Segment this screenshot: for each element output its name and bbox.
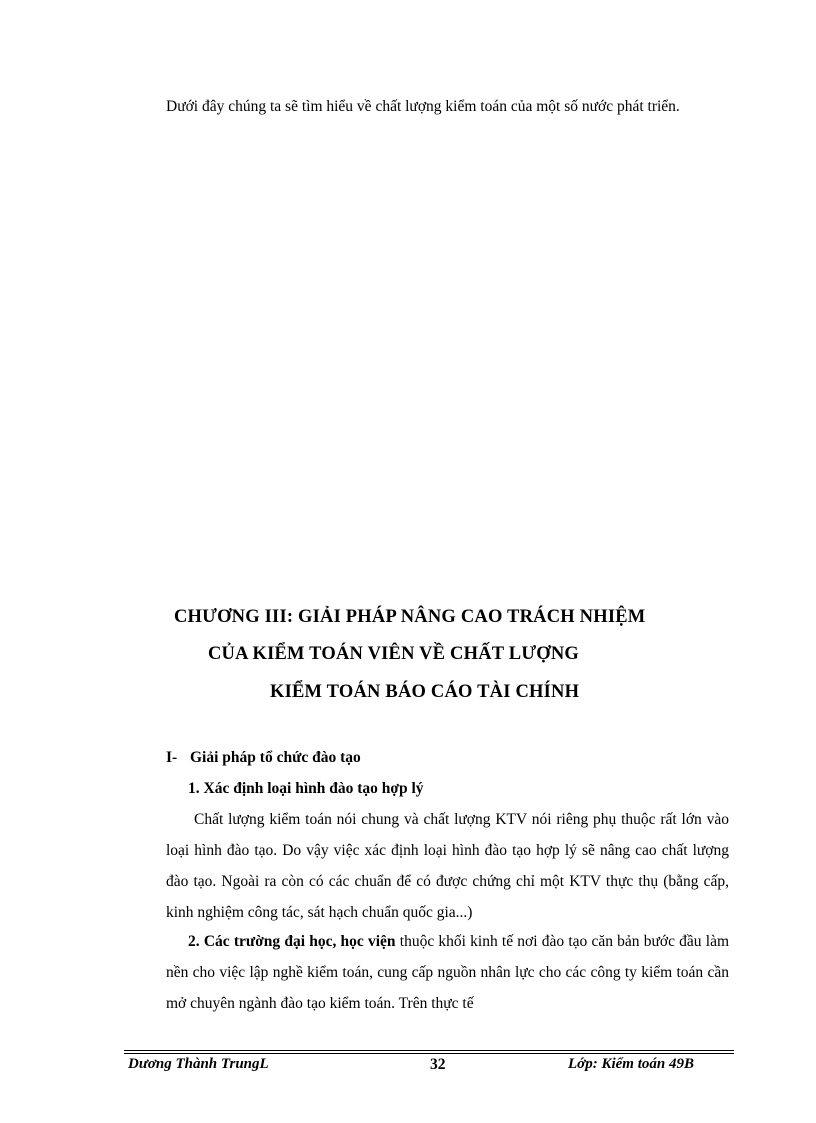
chapter-title-line-3: KIỂM TOÁN BÁO CÁO TÀI CHÍNH (270, 682, 580, 702)
subsection-heading-2: 2. Các trường đại học, học viện (188, 933, 396, 950)
intro-paragraph: Dưới đây chúng ta sẽ tìm hiểu về chất lượng kiểm toán của một số nước phát triển. (166, 98, 680, 115)
body-paragraph-1 (166, 804, 729, 928)
page-number: 32 (430, 1056, 446, 1073)
footer-rule (124, 1050, 734, 1051)
chapter-title-line-1: CHƯƠNG III: GIẢI PHÁP NÂNG CAO TRÁCH NHIỆM (174, 607, 646, 627)
subsection-heading-1: 1. Xác định loại hình đào tạo hợp lý (188, 780, 424, 797)
section-heading (166, 743, 361, 773)
chapter-title-line-2: CỦA KIỂM TOÁN VIÊN VỀ CHẤT LƯỢNG (208, 644, 579, 664)
body-paragraph-1-text: Chất lượng kiểm toán nói chung và chất lượng KTV nói riêng phụ thuộc rất lớn vào loại hình đào tạo. Do vậy việc xác định loại hình đào tạo hợp lý sẽ nâng cao chất lượng đào tạo. Ngoài ra còn có các chuẩn để có được chứng chỉ một KTV thực thụ (bằng cấp, kinh nghiệm công tác, sát hạch chuẩn quốc gia...) (166, 811, 729, 921)
body-paragraph-2 (166, 926, 729, 1019)
footer-class: Lớp: Kiểm toán 49B (568, 1056, 694, 1072)
section-title: Giải pháp tổ chức đào tạo (190, 749, 361, 766)
body-paragraph-2-text: thuộc khối kinh tế nơi đào tạo căn bản bước đầu làm nền cho việc lập nghề kiểm toán, cung cấp nguồn nhân lực cho các công ty kiểm toán cần mở chuyên ngành đào tạo kiểm toán. Trên thực tế (166, 933, 729, 1012)
section-number: I- (166, 749, 178, 766)
footer-rule-thin (124, 1053, 734, 1054)
footer-author: Dương Thành TrungL (128, 1056, 269, 1072)
